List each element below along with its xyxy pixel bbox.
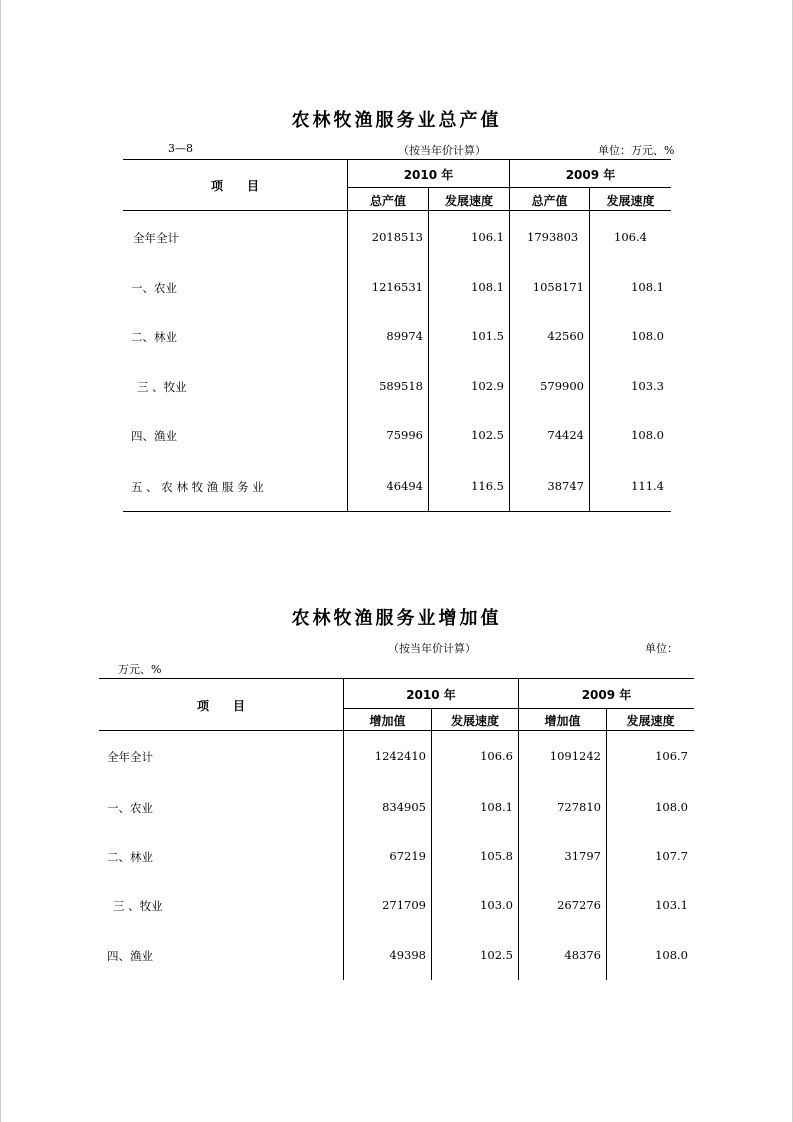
table1-col-divider [589,187,590,511]
table1-unit: 单位：万元、% [598,144,675,157]
cell-value: 1058171 [532,280,584,294]
table1-subheader: 总产值 [369,194,406,208]
table2-top-rule [99,678,694,679]
cell-value: 116.5 [471,479,504,493]
cell-value: 46494 [386,479,423,493]
table2-subheader: 增加值 [544,714,581,728]
cell-value: 111.4 [631,479,664,493]
cell-value: 89974 [386,329,423,343]
row-label: 三 、牧业 [137,380,187,394]
table1-top-rule [123,159,671,160]
cell-value: 31797 [564,849,601,863]
table1-subheader: 总产值 [531,194,568,208]
row-label: 四、渔业 [131,429,177,443]
cell-value: 74424 [547,428,584,442]
table2-unit-continued: 万元、% [118,663,162,676]
table2-col-divider [431,708,432,980]
cell-value: 727810 [557,800,601,814]
cell-value: 834905 [382,800,426,814]
row-label: 全年全计 [107,750,153,764]
cell-value: 267276 [557,898,601,912]
row-label: 二、林业 [107,850,153,864]
cell-value: 108.0 [655,948,688,962]
cell-value: 105.8 [480,849,513,863]
cell-value: 107.7 [655,849,688,863]
row-label: 三 、牧业 [113,899,163,913]
cell-value: 108.0 [631,329,664,343]
table2-item-header: 项 目 [196,699,245,713]
table1-year-2009: 2009 年 [565,168,616,182]
cell-value: 103.3 [631,379,664,393]
row-label: 四、渔业 [107,949,153,963]
row-label: 五 、 农 林 牧 渔 服 务 业 [131,480,264,494]
row-label: 一、农业 [107,801,153,815]
cell-value: 103.0 [480,898,513,912]
table2-price-note: （按当年价计算） [388,642,476,655]
cell-value: 589518 [379,379,423,393]
table2-subheader: 发展速度 [450,714,499,728]
cell-value: 38747 [547,479,584,493]
cell-value: 67219 [389,849,426,863]
table1-col-divider [509,159,510,511]
cell-value: 101.5 [471,329,504,343]
table1-year-2010: 2010 年 [403,168,454,182]
cell-value: 1216531 [371,280,423,294]
table1-code: 3—8 [168,142,193,155]
cell-value: 1091242 [549,749,601,763]
cell-value: 1242410 [374,749,426,763]
cell-value: 75996 [386,428,423,442]
table1-bottom-rule [123,511,671,512]
table2-year-2010: 2010 年 [406,688,456,702]
cell-value: 106.4 [614,230,647,244]
table2-year-rule [344,708,694,709]
row-label: 二、林业 [131,330,177,344]
cell-value: 108.0 [631,428,664,442]
cell-value: 579900 [540,379,584,393]
cell-value: 108.1 [480,800,513,814]
cell-value: 102.5 [471,428,504,442]
table1-col-divider [347,159,348,511]
table1-subheader: 发展速度 [444,194,493,208]
cell-value: 106.7 [655,749,688,763]
table1-subheader: 发展速度 [606,194,655,208]
cell-value: 102.9 [471,379,504,393]
table2-col-divider [606,708,607,980]
table2-header-rule [99,730,694,731]
table1-item-header: 项 目 [210,179,259,193]
cell-value: 42560 [547,329,584,343]
cell-value: 103.1 [655,898,688,912]
cell-value: 1793803 [527,230,579,244]
table2-subheader: 增加值 [369,714,406,728]
table2-subheader: 发展速度 [626,714,675,728]
row-label: 全年全计 [133,231,179,245]
table1-price-note: （按当年价计算） [398,144,486,157]
row-label: 一、农业 [131,281,177,295]
cell-value: 108.1 [631,280,664,294]
cell-value: 106.6 [480,749,513,763]
table2-year-2009: 2009 年 [581,688,632,702]
page-edge-left [0,0,1,1122]
table2-title: 农林牧渔服务业增加值 [291,608,502,629]
cell-value: 106.1 [471,230,504,244]
cell-value: 108.0 [655,800,688,814]
table1-title: 农林牧渔服务业总产值 [291,110,502,131]
table1-col-divider [428,187,429,511]
cell-value: 108.1 [471,280,504,294]
cell-value: 48376 [564,948,601,962]
table2-unit: 单位： [645,642,678,655]
cell-value: 271709 [382,898,426,912]
cell-value: 2018513 [371,230,423,244]
cell-value: 49398 [389,948,426,962]
cell-value: 102.5 [480,948,513,962]
